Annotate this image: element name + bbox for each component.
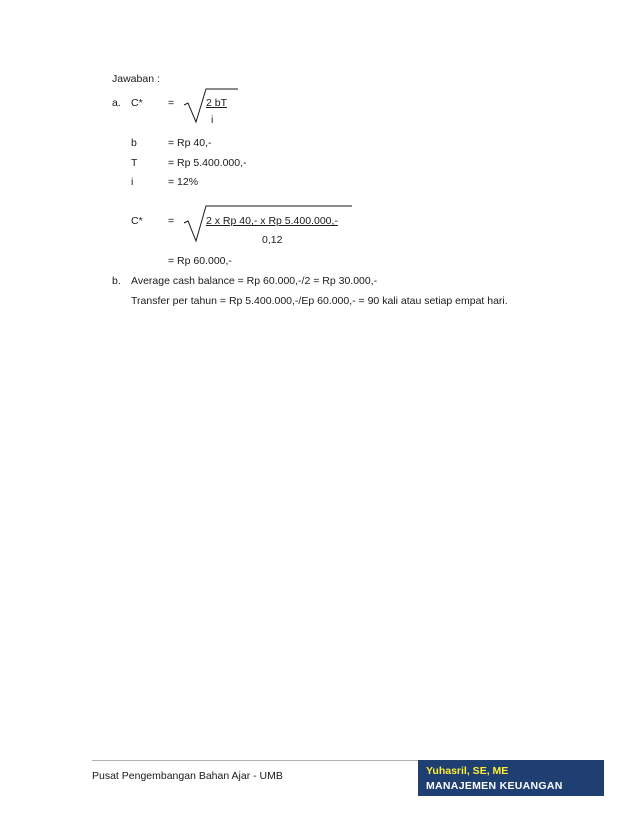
footer-course: MANAJEMEN KEUANGAN [426, 780, 563, 792]
formula-lhs: C* [131, 97, 143, 109]
result-value: = Rp 60.000,- [168, 255, 232, 267]
substitution-denominator: 0,12 [262, 234, 283, 246]
footer-author: Yuhasril, SE, ME [426, 765, 509, 777]
variable-value: = Rp 5.400.000,- [168, 157, 247, 169]
variable-name: i [131, 176, 134, 188]
variable-value: = Rp 40,- [168, 137, 212, 149]
part-b-label: b. [112, 275, 121, 287]
formula-equals: = [168, 97, 175, 109]
answer-heading: Jawaban : [112, 73, 160, 85]
formula-denominator: i [211, 114, 214, 126]
substitution-equals: = [168, 215, 175, 227]
substitution-numerator: 2 x Rp 40,- x Rp 5.400.000,- [206, 215, 338, 227]
formula-numerator: 2 bT [206, 97, 228, 109]
part-a-label: a. [112, 97, 121, 109]
transfer-per-year-line: Transfer per tahun = Rp 5.400.000,-/Ep 60.000,- = 90 kali atau setiap empat hari. [131, 295, 508, 307]
substitution-lhs: C* [131, 215, 143, 227]
footer-publisher: Pusat Pengembangan Bahan Ajar - UMB [92, 770, 283, 782]
variable-name: b [131, 137, 137, 149]
footer-author-box [418, 760, 604, 796]
variable-name: T [131, 157, 138, 169]
variable-value: = 12% [168, 176, 199, 188]
average-cash-balance-line: Average cash balance = Rp 60.000,-/2 = Rp 30.000,- [131, 275, 378, 287]
